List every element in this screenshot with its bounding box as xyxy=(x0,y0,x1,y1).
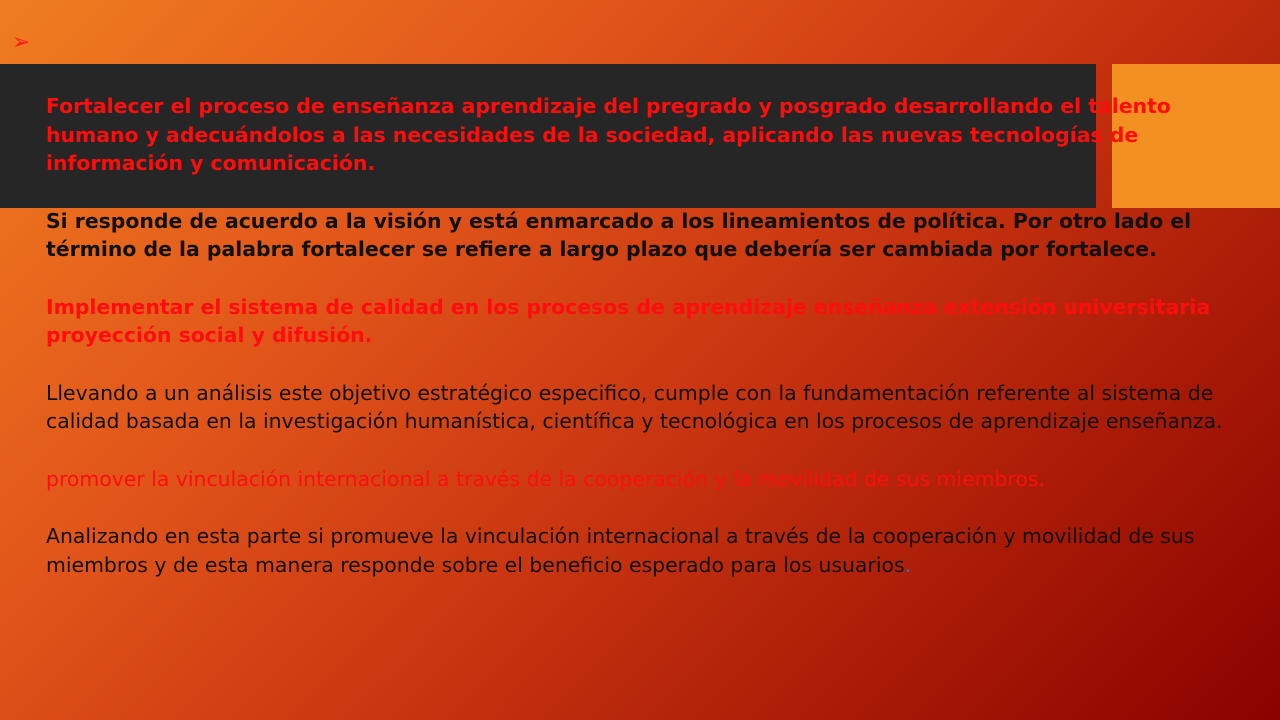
objective-1-text: Fortalecer el proceso de enseñanza aprendizaje del pregrado y posgrado desarrollando el talento humano y adecuándolos a las necesidades de la sociedad, aplicando las nuevas tecnologías de información y comunicación. xyxy=(46,94,1171,175)
objective-3-text: promover la vinculación internacional a través de la cooperación y la movilidad de sus miembros. xyxy=(46,466,1045,491)
analysis-3-paragraph xyxy=(46,522,1268,579)
analysis-2-text: Llevando a un análisis este objetivo estratégico especifico, cumple con la fundamentación referente al sistema de calidad basada en la investigación humanística, científica y tecnológica en los procesos de aprendizaje enseñanza. xyxy=(46,380,1223,433)
slide-content xyxy=(46,92,1268,608)
trailing-period: . xyxy=(904,552,912,577)
analysis-3-text: Analizando en esta parte si promueve la vinculación internacional a través de la cooperación y movilidad de sus miembros y de esta manera responde sobre el beneficio esperado para los usuarios xyxy=(46,524,1195,577)
analysis-1-text: Si responde de acuerdo a la visión y está enmarcado a los lineamientos de política. Por otro lado el término de la palabra fortalecer se refiere a largo plazo que debería ser cambiada por fortalece. xyxy=(46,208,1192,261)
arrow-bullet-icon: ➢ xyxy=(12,30,31,55)
objective-2-text: Implementar el sistema de calidad en los procesos de aprendizaje enseñanza extensión universitaria proyección social y difusión. xyxy=(46,294,1211,347)
